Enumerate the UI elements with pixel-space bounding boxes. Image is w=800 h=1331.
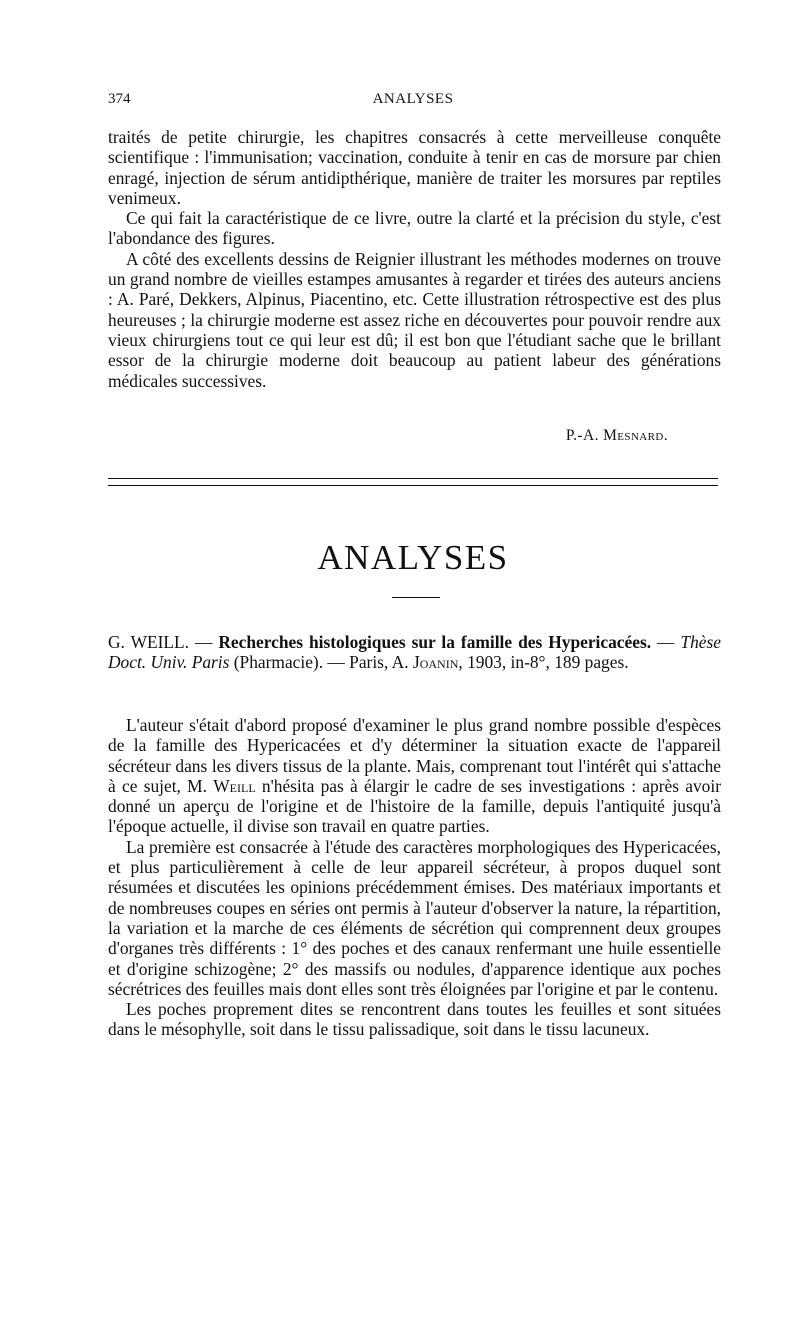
citation [108, 632, 721, 673]
running-head [108, 91, 718, 113]
entry-publication: — Paris, A. [323, 652, 413, 673]
entry-publication-details: , 1903, in-8°, 189 pages. [458, 652, 629, 673]
page-number: 374 [108, 91, 131, 107]
entry-title: Recherches histologiques sur la famille des Hypericacées. [218, 632, 652, 652]
paragraph [108, 715, 721, 837]
entry-author: G. WEILL. [108, 632, 189, 652]
paragraph: Ce qui fait la caractéristique de ce livre, outre la clarté et la précision du style, c'est l'abondance des figures. [108, 208, 721, 249]
entry-dash: — [189, 632, 219, 652]
previous-review-text [108, 127, 721, 391]
paragraph: La première est consacrée à l'étude des caractères morphologiques des Hypericacées, et plus particulièrement à celle de leur appareil sécréteur, à propos duquel sont résumées et discutées les opinions précédemment émises. Des matériaux importants et de nombreuses coupes en séries ont permis à l'auteur d'observer la nature, la répartition, la variation et la marche de ces éléments de sécrétion qui comprennent deux groupes d'organes très différents : 1° des poches et des canaux renfermant une huile essentielle et d'origine schizogène; 2° des massifs ou nodules, d'apparence identique aux poches sécrétrices des feuilles mais dont elles sont très éloignées par l'origine et par le contenu. [108, 836, 721, 999]
running-title: ANALYSES [372, 91, 454, 107]
paragraph-text: L'auteur s'était d'abord proposé d'examiner le plus grand nombre possible d'espèces de la famille des Hypericacées et d'y déterminer la situation exacte de l'appareil sécréteur dans les divers tissus de la plante. Mais, comprenant tout l'intérêt qui s'attache à ce sujet, M. [108, 715, 721, 796]
entry-faculty: (Pharmacie). [229, 652, 324, 673]
paragraph-text: n'hésita pas à élargir le cadre de ses investigations : après avoir donné un aperçu de l'origine et de l'histoire de la famille, depuis l'antiquité jusqu'à l'époque actuelle, il divise son travail en quatre parties. [108, 775, 721, 837]
review-text [108, 715, 721, 1040]
author-name: Weill [213, 775, 256, 796]
reviewer-signature: P.-A. Mesnard. [565, 427, 668, 444]
section-divider-bottom [108, 485, 718, 486]
bibliographic-entry [108, 632, 721, 673]
entry-dash: — [651, 632, 681, 652]
title-rule [392, 597, 440, 598]
entry-publisher: Joanin [412, 652, 459, 673]
section-title: ANALYSES [317, 538, 509, 577]
paragraph: Les poches proprement dites se rencontrent dans toutes les feuilles et sont situées dans le mésophylle, soit dans le tissu palissadique, soit dans le tissu lacuneux. [108, 999, 721, 1040]
paragraph: A côté des excellents dessins de Reignier illustrant les méthodes modernes on trouve un grand nombre de vieilles estampes amusantes à regarder et tirées des auteurs anciens : A. Paré, Dekkers, Alpinus, Piacentino, etc. Cette illustration rétrospective est des plus heureuses ; la chirurgie moderne est assez riche en découvertes pour pouvoir rendre aux vieux chirurgiens tout ce qui leur est dû; il est bon que l'étudiant sache que le brillant essor de la chirurgie moderne doit beaucoup au patient labeur des générations médicales successives. [108, 248, 721, 391]
paragraph: traités de petite chirurgie, les chapitres consacrés à cette merveilleuse conquête scientifique : l'immunisation; vaccination, conduite à tenir en cas de morsure par chien enragé, injection de sérum antidipthérique, manière de traiter les morsures par reptiles venimeux. [108, 127, 721, 208]
section-divider-top [108, 478, 718, 479]
entry-thesis: Thèse Doct. Univ. Paris [108, 632, 721, 673]
